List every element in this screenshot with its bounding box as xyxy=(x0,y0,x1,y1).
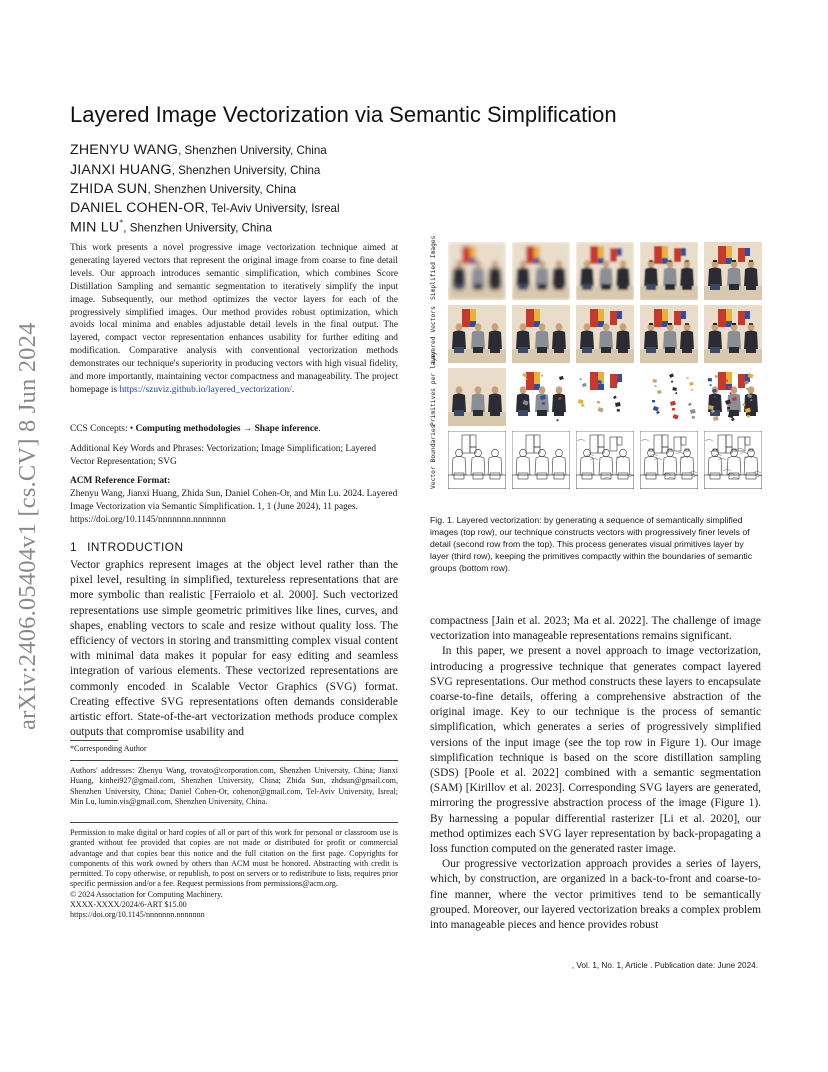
arxiv-stamp: arXiv:2406.05404v1 [cs.CV] 8 Jun 2024 xyxy=(14,322,41,730)
footnote-divider xyxy=(70,760,398,761)
figure-thumbnail xyxy=(704,242,762,300)
figure-thumbnail xyxy=(512,368,570,426)
acm-reference-format xyxy=(70,475,398,527)
figure-thumbnail-image xyxy=(448,368,506,426)
figure-thumbnail xyxy=(704,431,762,489)
figure-thumbnail xyxy=(448,431,506,489)
section-number: 1 xyxy=(70,540,78,554)
author-affiliation: , Shenzhen University, China xyxy=(178,144,327,157)
figure-thumbnail-image xyxy=(512,305,570,363)
figure-thumbnail-image xyxy=(704,242,762,300)
intro-paragraph-left: Vector graphics represent images at the object level rather than the pixel level, resulting in simplified, textureless representations that are more symbolic than realistic [Ferraiolo et al. 2000]. Such vectorized representations use simple geometric primitives like lines, curves, and shapes, enabling vectors to scale and resize without quality loss. The efficiency of vectors in storing and transmitting complex visual content with minimal data makes it popular for easy editing and seamless integration of various elements. These vectorized representations are commonly encoded in Scalable Vector Graphics (SVG) format. Creating effective SVG representations often demands considerable artistic effort. State-of-the-art vectorization methods produce complex outputs that compromise usability and xyxy=(70,559,398,739)
abstract-end: . xyxy=(291,384,295,395)
figure-thumbnail-image xyxy=(576,368,634,426)
ccs-label: CCS Concepts: xyxy=(70,424,130,434)
ccs-end: . xyxy=(318,424,321,434)
figure-thumbnail-image xyxy=(448,242,506,300)
author-name: JIANXI HUANG xyxy=(70,162,172,178)
author-affiliation: , Shenzhen University, China xyxy=(171,164,321,177)
figure-row-label xyxy=(428,350,440,426)
intro-paragraph-right-1: compactness [Jain et al. 2023; Ma et al. 2022]. The challenge of image vectorization into manageable representations remains significant. xyxy=(430,615,761,643)
figure-thumbnail-image xyxy=(640,305,698,363)
figure-thumbnail xyxy=(640,305,698,363)
row-label-text: Layered Vectors xyxy=(430,306,437,363)
corresponding-author-mark: * xyxy=(119,218,124,227)
permission-divider xyxy=(70,822,398,823)
figure-thumbnail-image xyxy=(704,431,762,489)
figure-thumbnail-image xyxy=(640,368,698,426)
footnote-rule xyxy=(70,740,118,741)
figure-thumbnail-image xyxy=(704,305,762,363)
figure-thumbnail-image xyxy=(640,431,698,489)
figure-thumbnail xyxy=(576,368,634,426)
isbn-line: XXXX-XXXX/2024/6-ART $15.00 xyxy=(70,900,187,910)
figure-thumbnail xyxy=(576,242,634,300)
ccs-bullet: • xyxy=(129,424,136,434)
author-affiliation: , Tel-Aviv University, Isreal xyxy=(204,202,340,215)
abstract xyxy=(70,242,398,397)
author-line xyxy=(70,199,340,217)
author-name: ZHIDA SUN xyxy=(70,181,148,197)
figure-thumbnail xyxy=(640,431,698,489)
figure-thumbnail-image xyxy=(576,431,634,489)
figure-thumbnail xyxy=(512,305,570,363)
figure-thumbnail xyxy=(448,305,506,363)
figure-thumbnail-image xyxy=(448,305,506,363)
figure-thumbnail xyxy=(448,368,506,426)
figure-row-label xyxy=(428,424,440,489)
author-affiliation: , Shenzhen University, China xyxy=(123,221,272,235)
row-label-text: Vector Boundaries xyxy=(430,424,437,489)
row-label-text: Simplified Images xyxy=(430,235,437,300)
figure-thumbnail-image xyxy=(512,368,570,426)
intro-paragraph-right-2: In this paper, we present a novel approach to image vectorization, introducing a progressive technique that generates compact layered SVG representations. Our method constructs these layers to encapsulate coarse-to-fine details, offering a comprehensive abstraction of the original image. Key to our technique is the process of semantic simplification, which generates a series of progressively simplified versions of the input image (see the top row in Figure 1). Our image simplification technique is based on the score distillation sampling (SDS) [Poole et al. 2022] combined with a semantic segmentation (SAM) [Kirillov et al. 2023]. Corresponding SVG layers are generated, mirroring the progressive abstraction process of the image (Figure 1). By harnessing a popular differential rasterizer [Li et al. 2020], our method optimizes each SVG layer representation by back-propagating a loss function computed on the generated raster image. xyxy=(430,645,761,856)
figure-thumbnail-image xyxy=(512,431,570,489)
author-name: ZHENYU WANG xyxy=(70,142,179,158)
ccs-strong: Computing methodologies → Shape inference xyxy=(135,424,319,434)
figure-thumbnail xyxy=(448,242,506,300)
project-homepage-link[interactable]: https://szuviz.github.io/layered_vectorization/ xyxy=(119,384,292,395)
figure-thumbnail-image xyxy=(640,242,698,300)
figure-thumbnail-image xyxy=(576,305,634,363)
figure-thumbnail xyxy=(704,305,762,363)
copyright-line: © 2024 Association for Computing Machinery. xyxy=(70,889,223,899)
author-line xyxy=(70,161,320,179)
figure-thumbnail xyxy=(640,368,698,426)
author-line xyxy=(70,141,327,159)
caption-label: Fig. 1. xyxy=(430,515,455,525)
figure-thumbnail xyxy=(640,242,698,300)
publication-line: , Vol. 1, No. 1, Article . Publication date: June 2024. xyxy=(571,961,758,970)
figure-thumbnail xyxy=(576,305,634,363)
intro-right-column xyxy=(430,614,761,933)
figure-thumbnail-image xyxy=(512,242,570,300)
figure-thumbnail xyxy=(512,242,570,300)
author-affiliation: , Shenzhen University, China xyxy=(147,183,297,196)
figure-thumbnail xyxy=(512,431,570,489)
acm-format-text: Zhenyu Wang, Jianxi Huang, Zhida Sun, Daniel Cohen-Or, and Min Lu. 2024. Layered Image Vectorization via Semantic Simplification. 1, 1 (June 2024), 11 pages. https://doi.org/10.1145/nnnnnnn.nnnnnnn xyxy=(70,488,398,525)
section-heading-introduction xyxy=(70,540,184,554)
abstract-text: This work presents a novel progressive image vectorization technique aimed at generating layered vectors that represent the original image from coarse to fine detail levels. Our approach introduces semantic simplification, which combines Score Distillation Sampling and semantic segmentation to iteratively simplify the input image. Subsequently, our method optimizes the vector layers for each of the progressively simplified images. Our method provides robust optimization, which avoids local minima and enables adjustable detail levels in the final output. The layered, compact vector representation enhances usability for further editing and modification. Comparative analysis with conventional vectorization methods demonstrates our technique's superiority in producing vectors with high visual fidelity, and more importantly, maintaining vector compactness and manageability. The project homepage is xyxy=(70,243,398,395)
author-name: DANIEL COHEN-OR xyxy=(70,200,205,216)
section-title: INTRODUCTION xyxy=(87,540,184,554)
figure-caption xyxy=(430,514,760,574)
ccs-concepts xyxy=(70,423,398,436)
doi-line: https://doi.org/10.1145/nnnnnnn.nnnnnnn xyxy=(70,910,205,920)
author-line xyxy=(70,180,296,198)
permission-notice xyxy=(70,828,398,921)
figure-thumbnail xyxy=(704,368,762,426)
author-line xyxy=(70,218,272,236)
figure-1 xyxy=(428,235,761,494)
figure-thumbnail-image xyxy=(448,431,506,489)
intro-paragraph-right-3: Our progressive vectorization approach provides a series of layers, which, by construction, are organized in a back-to-front and coarse-to-fine manner, where the vector primitives tend to be semantically grouped. Moreover, our layered vectorization breaks a complex problem into manageable pieces and hence provides robust xyxy=(430,858,761,932)
footnote-addresses: Authors' addresses: Zhenyu Wang, trovato@corporation.com, Shenzhen University, China; Jianxi Huang, kinhei927@gmail.com, Shenzhen University, China; Zhida Sun, zhdsun@gmail.com, Shenzhen University, China; Daniel Cohen-Or, cohenor@gmail.com, Tel-Aviv University, Isreal; Min Lu, lumin.vis@gmail.com, Shenzhen University, China. xyxy=(70,766,398,806)
row-label-text: Primitives per layer xyxy=(430,350,437,426)
figure-thumbnail xyxy=(576,431,634,489)
acm-format-heading: ACM Reference Format: xyxy=(70,476,171,486)
paper-title: Layered Image Vectorization via Semantic Simplification xyxy=(70,102,617,127)
keywords: Additional Key Words and Phrases: Vectorization; Image Simplification; Layered Vector Representation; SVG xyxy=(70,444,377,467)
caption-text: Layered vectorization: by generating a sequence of semantically simplified images (top row), our technique constructs vectors with progressively finer levels of detail (second row from the top). This process generates visual primitives layer by layer (third row), keeping the primitives compactly within the boundaries of semantic groups (bottom row). xyxy=(430,515,753,574)
author-name: MIN LU xyxy=(70,219,120,236)
footnote-corresponding: *Corresponding Author xyxy=(70,744,147,753)
figure-thumbnail-image xyxy=(576,242,634,300)
figure-thumbnail-image xyxy=(704,368,762,426)
permission-text: Permission to make digital or hard copies of all or part of this work for personal or classroom use is granted without fee provided that copies are not made or distributed for profit or commercial advantage and that copies bear this notice and the full citation on the first page. Copyrights for components of this work owned by others than ACM must be honored. Abstracting with credit is permitted. To copy otherwise, or republish, to post on servers or to redistribute to lists, requires prior specific permission and/or a fee. Request permissions from permissions@acm.org. xyxy=(70,828,398,889)
figure-row-label xyxy=(428,235,440,300)
